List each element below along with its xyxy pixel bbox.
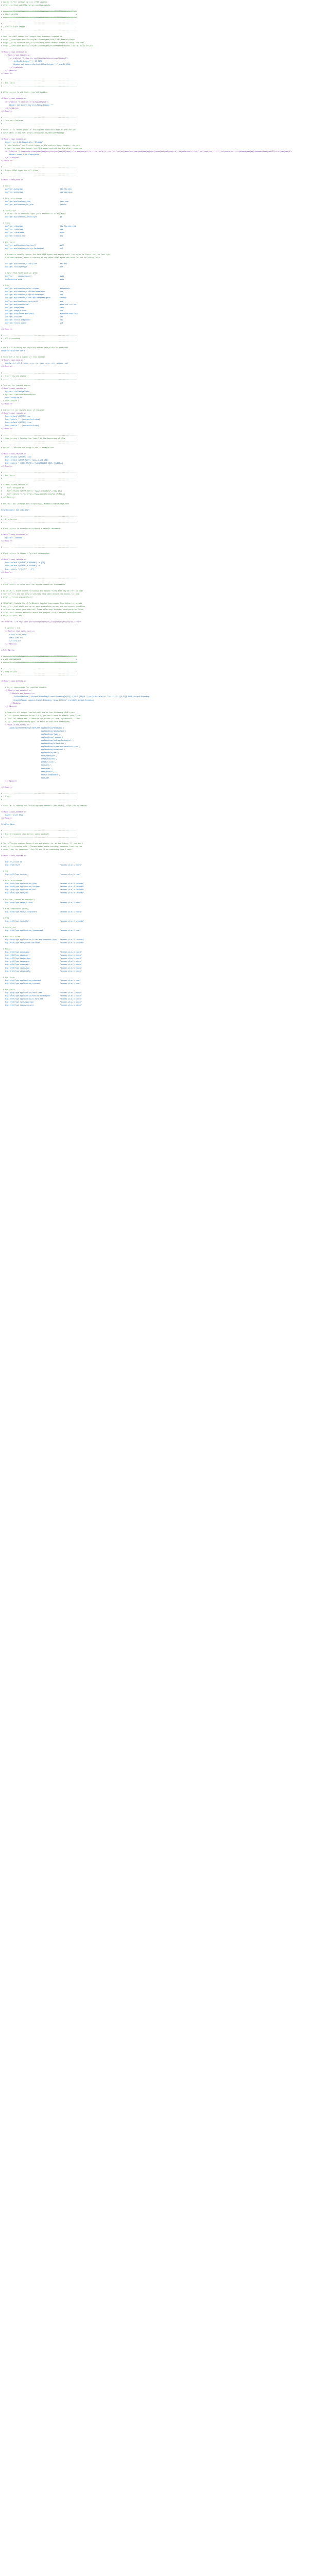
rule-line: # ---------------------------------------------------------------------- [1, 172, 77, 175]
directive-line: AddType application/x-web-app-manifest+json webapp [1, 297, 66, 299]
directive-line: application/x-web-app-manifest+json \ [1, 745, 80, 748]
tag-line: <IfModule mod_headers.c> [1, 692, 35, 695]
comment-line: # Block access to hidden files and directories. [1, 552, 50, 555]
comment-line: # want to send this header for HTML pages and not for the other resources [1, 147, 82, 150]
directive-line: RewriteCond %{HTTPS} !=on [1, 421, 32, 424]
comment-line: # Data interchange [1, 197, 22, 199]
directive-line: ExpiresByType application/vnd.ms-fontobject "access plus 1 month" [1, 994, 82, 997]
directive-line: AddType text/vtt vtt [1, 315, 63, 318]
tag-line: <FilesMatch "\.(appcache|atom|bbaw|bmp|crx|css|cur|eot|f4[abpv]|flv|geojson|gif|htc|ico|jpe?g|js|json(ld)?|m4[av]|manifest|map|mp4|oex|og[agv]|opus|otf|pdf|png|rdf|rss|safariextz|svgz?|swf|topojson|tt[cf]|txt|vcard|vcf|vtt|webapp|web[mp]|webmanifest|woff2?|xloc|xml|xpi)$"> [1, 150, 293, 153]
tag-line: </IfModule> [1, 428, 13, 430]
directive-line: AddDefaultCharset utf-8 [1, 350, 25, 352]
comment-line: # RewriteCond %{HTTP_HOST} ^(www\.)?example\.com$ [NC] [1, 490, 62, 493]
comment-line: # Force compression for mangled headers. [1, 686, 47, 689]
tag-line: <IfModule mod_rewrite.c> [1, 452, 26, 455]
directive-line: AddType application/x-chrome-extension crx [1, 291, 63, 293]
directive-line: AddType image/svg+xml svgz [1, 275, 64, 278]
directive-line: AddType video/ogg ogv [1, 228, 63, 231]
rule-line: # ---------------------------------------------------------------------- [1, 674, 77, 676]
comment-line: # https://developer.mozilla.org/en-US/docs/Web/HTML/CORS_enabled_image [1, 38, 75, 41]
comment-line: # Normalize to standard type (it's sniffed in IE anyways): [1, 213, 66, 215]
directive-line: text/css \ [1, 764, 52, 767]
directive-line: ExpiresByType text/x-component "access plus 1 month" [1, 910, 82, 913]
rule-line: # ---------------------------------------------------------------------- [1, 23, 77, 25]
directive-line: AddOutputFilterByType DEFLATE application/atom+xml \ [1, 726, 64, 729]
comment-line: # HTML components (HTCs) [1, 907, 29, 910]
tag-line: <IfModule mod_headers.c> [1, 811, 26, 814]
comment-line: # Block access to directories without a default document. [1, 527, 61, 530]
comment-line: # JavaScript [1, 210, 16, 212]
rule-line: # | Internet Explorer | [1, 119, 77, 122]
directive-line: AddType audio/ogg oga ogg opus [1, 191, 73, 193]
comment-line: # By default, block access to backup and source files that may be left by some [1, 589, 83, 592]
directive-line: font/opentype \ [1, 755, 57, 757]
rule-line: # ---------------------------------------------------------------------- [1, 85, 77, 88]
tag-line: </FilesMatch> [1, 157, 19, 159]
directive-line: ExpiresByType application/x-web-app-manifest+json "access plus 0 seconds" [1, 939, 84, 941]
comment-line: # Data interchange [1, 879, 22, 882]
directive-line: RewriteRule ^ - [env=proto:http] [1, 425, 39, 427]
directive-line: Header unset X-UA-Compatible [1, 154, 39, 156]
rule-line: # | UTF-8 encoding | [1, 337, 77, 340]
rule-line: # ---------------------------------------------------------------------- [1, 521, 77, 523]
directive-line: application/json \ [1, 733, 60, 736]
comment-line: # (for Apache versions below 2.3.7, you don't need to enable `mod_filter` [1, 714, 82, 717]
comment-line: # The following expires headers are set pretty far in the future. If you don't [1, 842, 83, 844]
tag-line: </IfModule> [1, 702, 21, 704]
directive-line: AddType video/x-flv flv [1, 234, 63, 237]
rule-line: # | File access | [1, 518, 77, 520]
directive-line: AddType application/x-opera-extension oex [1, 294, 63, 296]
tag-line: </IfModule> [1, 403, 13, 405]
comment-line: # `mod_headers` can't match based on the content-type, however, we only [1, 144, 80, 147]
directive-line: ExpiresByType application/atom+xml "access plus 1 hour" [1, 979, 81, 981]
directive-line: FileETag None [1, 823, 15, 826]
tag-line: </IfModule> [1, 817, 13, 820]
comment-line: # RewriteRule ^(.*)$ https://www.example.com/$1 [R=301,L] [1, 493, 65, 496]
directive-line: ExpiresByType application/xml "access plus 0 seconds" [1, 889, 84, 891]
directive-line: application/vnd.ms-fontobject \ [1, 739, 74, 742]
directive-line: Options -Indexes [1, 537, 22, 539]
tag-line: </IfModule> [1, 786, 13, 788]
rule-line: # ---------------------------------------------------------------------- [1, 515, 77, 517]
tag-line: </FilesMatch> [1, 649, 15, 651]
rule-line: # # CROSS-ORIGIN # [1, 13, 77, 16]
directive-line: ExpiresByType application/rss+xml "access plus 1 hour" [1, 982, 81, 985]
comment-line: # and can remove the `<IfModule mod_filter.c>` and `</IfModule>` lines [1, 717, 80, 720]
rule-line: # ---------------------------------------------------------------------- [1, 166, 77, 168]
directive-line: Options +FollowSymlinks [1, 390, 30, 393]
tag-line: </IfModule> [1, 571, 13, 573]
tag-line: </IfModule> [1, 70, 17, 72]
directive-line: ExpiresByType text/css "access plus 1 year" [1, 873, 81, 876]
directive-line: AddType text/cache-manifest appcache manifest [1, 312, 78, 315]
directive-line: application/xhtml+xml \ [1, 749, 65, 751]
comment-line: # Turn on the rewrite engine [1, 384, 31, 386]
comment-line: # Options +SymLinksIfOwnerMatch [1, 393, 36, 396]
directive-line: image/x-icon \ [1, 761, 56, 764]
comment-line: # Send the CORS header for images when browsers request it. [1, 35, 63, 38]
comment-line: # https://feross.org/cmsploit/ [1, 596, 33, 598]
directive-line: application/javascript \ [1, 730, 66, 732]
directive-line: ErrorDocument 404 /404.html [1, 509, 30, 511]
directive-line: AddType application/font-woff woff [1, 244, 64, 246]
rule-line: # | Suppressing / Forcing the "www." at the beginning of URLs | [1, 437, 77, 439]
directive-line: ExpiresByType application/x-font-ttf "access plus 1 month" [1, 998, 82, 1000]
comment-line: # Option 1: rewrite www.example.com -> example.com [1, 446, 54, 449]
rule-line: # ---------------------------------------------------------------------- [1, 471, 77, 474]
comment-line: # Use UTF-8 encoding for anything served text/plain or text/html [1, 347, 68, 349]
rule-line: # ---------------------------------------------------------------------- [1, 334, 77, 337]
rule-line: # ---------------------------------------------------------------------- [1, 829, 77, 832]
directive-line: AddType application/javascript js [1, 216, 62, 218]
comment-line: # cases when it may not: https://hsivonen.fi/doctype/#ieedge [1, 131, 64, 134]
tag-line: <IfModule mod_setenvif.c> [1, 50, 28, 53]
tag-line: <IfModule mod_headers.c> [1, 97, 26, 100]
rule-line: # | Redirects | [1, 474, 77, 477]
directive-line: Header set X-UA-Compatible "IE=edge" [1, 141, 43, 144]
directive-line: Satisfy All [1, 639, 21, 642]
directive-line: ExpiresByType image/svg+xml "access plus 1 month" [1, 1004, 82, 1007]
directive-line: AddType image/webp webp [1, 306, 64, 309]
comment-line: # https://developer.mozilla.org/en-US/docs/Web/HTTP/Headers/Access-Control-Allow-Origin [1, 44, 93, 47]
comment-line: # Force IE to render pages in the highest available mode in the various [1, 128, 76, 131]
tag-line: <IfModule mod_filter.c> [1, 723, 30, 726]
rule-line: # ---------------------------------------------------------------------- [1, 836, 77, 838]
directive-line: ExpiresByType font/opentype "access plus 1 month" [1, 1001, 82, 1004]
rule-line: # ---------------------------------------------------------------------- [1, 799, 77, 801]
comment-line: # control versioning with filename-based cache busting, consider lowering the [1, 845, 82, 848]
directive-line: ExpiresByType video/mp4 "access plus 1 month" [1, 963, 82, 966]
rule-line: # | ETags | [1, 795, 77, 798]
directive-line: application/rss+xml \ [1, 736, 63, 739]
directive-line: AddType video/mp4 f4v f4p m4v mp4 [1, 225, 76, 228]
tag-line: <IfModule mod_rewrite.c> [1, 387, 26, 389]
comment-line: # text editors and can pose a security risk when anyone has access to them. [1, 592, 80, 595]
comment-line: # Allow access to web fonts from all domains. [1, 91, 48, 94]
comment-line: # IMPORTANT: Update the <FilesMatch> regular expression from below to include [1, 602, 82, 605]
rule-line: # | Compression | [1, 671, 77, 673]
tag-line: <IfModule mod_setenvif.c> [1, 689, 32, 692]
directive-line: AddType application/vnd.ms-fontobject eot [1, 247, 63, 249]
tag-line: <IfModule mod_headers.c> [1, 138, 26, 141]
directive-line: Order allow,deny [1, 633, 26, 636]
tag-line: </IfModule> [1, 365, 13, 368]
comment-line: # https://blog.chromium.org/2011/07/using-cross-domain-images-in-webgl-and.html [1, 41, 84, 44]
comment-line: # <IfModule mod_rewrite.c> [1, 484, 29, 486]
tag-line: </IfModule> [1, 779, 17, 782]
directive-line: AddEncoding gzip svgz [1, 278, 64, 281]
rule-line: # ---------------------------------------------------------------------- [1, 792, 77, 794]
tag-line: </IfModule> [1, 465, 13, 467]
comment-line: # information about your website. These files may include: configuration files, [1, 608, 84, 611]
comment-line: # Browsers usually ignore the font MIME types and simply sniff the bytes to figure out the font type. [1, 253, 112, 256]
rule-line: # | Start rewrite engine | [1, 375, 77, 377]
rule-line: # ###################################################################### [1, 661, 77, 664]
directive-line: RewriteCond %{SCRIPT_FILENAME} -d [OR] [1, 562, 45, 564]
comment-line: # Favicon (cannot be renamed!) [1, 898, 35, 901]
comment-line: # build scripts, etc.. [1, 615, 24, 617]
comment-line: # Media [1, 948, 11, 951]
directive-line: AddType audio/mp4 f4a f4b m4a [1, 188, 72, 190]
directive-line: text/plain \ [1, 770, 54, 773]
rule-line: # | Web fonts | [1, 82, 77, 84]
rule-line: # ---------------------------------------------------------------------- [1, 440, 77, 443]
tag-line: </IfModule> [1, 705, 17, 707]
comment-line: # Apache Server Configs v2.3.0 | MIT License [1, 1, 47, 3]
directive-line: AddType video/webm webm [1, 231, 64, 234]
directive-line: AddType application/x-xpinstall xpi [1, 300, 63, 302]
directive-line: AddType text/x-component htc [1, 318, 63, 321]
directive-line: ExpiresByType application/json "access plus 0 seconds" [1, 883, 84, 885]
comment-line: # Redirect 301 /oldpage.html https://www.example.com/newpage.html [1, 502, 70, 505]
directive-line: text/html \ [1, 767, 53, 770]
tag-line: <IfModule mod_autoindex.c> [1, 534, 29, 536]
comment-line: # https://github.com/h5bp/server-configs-apache [1, 4, 50, 7]
directive-line: ExpiresByType video/ogg "access plus 1 month" [1, 967, 82, 969]
tag-line: <FilesMatch "(^#.*#|\.(bak|conf|dist|fla|in[ci]|log|psd|sh|sql|sw[op])|~)$"> [1, 621, 81, 623]
directive-line: RewriteCond %{HTTPS} !=on [1, 455, 32, 458]
comment-line: # RewriteEngine On [1, 487, 24, 489]
tag-line: <IfModule mod_headers.c> [1, 54, 31, 56]
directive-line: ExpiresByType application/ld+json "access plus 0 seconds" [1, 886, 84, 888]
tag-line: <IfModule mod_mime.c> [1, 359, 23, 362]
rule-line: # ---------------------------------------------------------------------- [1, 668, 77, 670]
directive-line: ExpiresActive on [1, 860, 22, 863]
directive-line: RewriteEngine On [1, 396, 22, 399]
directive-line: ExpiresByType application/javascript "access plus 1 year" [1, 929, 81, 931]
directive-line: ExpiresDefault "access plus 1 month" [1, 863, 82, 866]
comment-line: # Chrome however, shows a warning if any other MIME types are used for the following fonts. [1, 256, 101, 259]
rule-line: # ---------------------------------------------------------------------- [1, 478, 77, 480]
directive-line: AddType application/json json map [1, 200, 68, 202]
directive-line: RewriteCond %{HTTPS} =on [1, 415, 31, 418]
rule-line: # ---------------------------------------------------------------------- [1, 434, 77, 436]
comment-line: # Web fonts [1, 241, 15, 243]
rule-line: # | Proper MIME types for all files | [1, 169, 77, 172]
rule-line: # ---------------------------------------------------------------------- [1, 122, 77, 125]
tag-line: <IfModule !mod_authz_core.c> [1, 630, 35, 633]
directive-line: ExpiresByType image/jpeg "access plus 1 month" [1, 957, 82, 960]
directive-line: SetEnvIf Origin ":" IS_CORS [1, 60, 42, 62]
tag-line: <FilesMatch "\.(eot|otf|tt[cf]|woff2?)$"> [1, 100, 48, 103]
directive-line: application/x-font-ttf \ [1, 742, 66, 745]
rule-line: # ---------------------------------------------------------------------- [1, 116, 77, 118]
comment-line: # Audio [1, 184, 11, 187]
comment-line: # Force UTF-8 for a number of file formats [1, 356, 45, 359]
comment-line: # JavaScript [1, 926, 16, 928]
directive-line: RewriteCond %{HTTP_HOST} ^www\.(.+)$ [NC] [1, 459, 48, 461]
directive-line: AddType application/ld+json jsonld [1, 204, 66, 206]
rule-line: # | Cross-origin images | [1, 26, 77, 28]
comment-line: # Apache < 2.3 [1, 627, 20, 630]
directive-line: RewriteRule "(^|/)\." - [F] [1, 568, 34, 570]
comment-line: # Compress all output labeled with one of the following MIME-types [1, 711, 75, 714]
directive-line: Header set Access-Control-Allow-Origin "*" env=IS_CORS [1, 63, 71, 65]
comment-line: # CSS [1, 870, 9, 873]
tag-line: <FilesMatch "\.(bmp|cur|gif|ico|jpe?g|png|svgz?|webp)$"> [1, 57, 68, 59]
tag-line: <IfModule mod_mime.c> [1, 178, 23, 181]
comment-line: # Web fonts [1, 988, 15, 991]
directive-line: Header unset ETag [1, 814, 23, 817]
rule-line: # ###################################################################### [1, 16, 77, 19]
directive-line: ExpiresByType image/png "access plus 1 month" [1, 960, 82, 963]
tag-line: <IfModule mod_rewrite.c> [1, 558, 26, 561]
directive-line: AddType application/octet-stream safariextz [1, 287, 71, 290]
comment-line: # as `AddOutputFilterByType` is still in the core directives). [1, 720, 72, 723]
directive-line: SetEnvIfNoCase ^(Accept-EncodXng|X-cept-Encoding|X{15}|~{15}|-{15})$ ^((gzip|deflate)\s*,?\s*)+|[X~-]{4,13}$ HAVE_Accept-Encoding [1, 696, 149, 698]
rule-line: # ###################################################################### [1, 655, 77, 657]
comment-line: # HTML [1, 917, 10, 919]
directive-line: AddType text/x-vcard vcf [1, 321, 63, 324]
directive-line: ExpiresByType video/webm "access plus 1 month" [1, 970, 82, 972]
comment-line: # </IfModule> [1, 496, 15, 499]
directive-line: AddType image/x-icon cur [1, 309, 63, 312]
directive-line: AddType application/xml atom rdf rss xml [1, 303, 77, 306]
tag-line: <IfModule mod_expires.c> [1, 854, 26, 857]
comment-line: # Since we're sending far-future expires headers (see below), ETags can be removed [1, 805, 88, 807]
directive-line: Deny from all [1, 636, 23, 639]
tag-line: <IfModule mod_rewrite.c> [1, 412, 26, 415]
directive-line: Header set Access-Control-Allow-Origin "*" [1, 104, 54, 106]
directive-line: ExpiresByType audio/ogg "access plus 1 month" [1, 951, 82, 954]
comment-line: # files that contain metadata about the project (e.g.: project dependencies), [1, 612, 82, 614]
directive-line: AddType application/x-font-ttf ttc ttf [1, 262, 67, 265]
comment-line: # Other [1, 284, 11, 287]
comment-line: # Make SVGZ fonts work on iPad: [1, 272, 38, 275]
directive-line: AddCharset utf-8 .atom .css .js .json .rss .vtt .webapp .xml [1, 362, 68, 365]
directive-line: text/x-component \ [1, 773, 60, 776]
rule-line: # ###################################################################### [1, 10, 77, 13]
rule-line: # | Expires headers (for better cache control) | [1, 833, 77, 835]
comment-line: # RewriteBase / [1, 400, 19, 402]
directive-line: application/xml \ [1, 752, 59, 754]
comment-line: # Web feeds [1, 976, 15, 978]
directive-line: ExpiresByType application/font-woff "access plus 1 month" [1, 991, 82, 994]
comment-line: # Block access to files that can expose sensitive information. [1, 583, 66, 586]
comment-line: # cache time for resources like CSS and JS to something like 1 week. [1, 848, 73, 851]
comment-line: # Manifest files [1, 936, 20, 938]
directive-line: RewriteRule ^ - [env=proto:https] [1, 418, 40, 421]
directive-line: ExpiresByType image/gif "access plus 1 month" [1, 954, 82, 957]
tag-line: </IfModule> [1, 540, 13, 543]
rule-line: # ---------------------------------------------------------------------- [1, 577, 77, 580]
tag-line: </FilesMatch> [1, 66, 23, 69]
directive-line: RewriteCond %{SCRIPT_FILENAME} -f [1, 565, 40, 567]
tag-line: </FilesMatch> [1, 107, 19, 109]
rule-line: # # WEB PERFORMANCE # [1, 658, 77, 660]
directive-line: ExpiresByType image/x-icon "access plus 1 week" [1, 901, 81, 904]
rule-line: # ---------------------------------------------------------------------- [1, 371, 77, 374]
rule-line: # ---------------------------------------------------------------------- [1, 341, 77, 343]
tag-line: <IfModule mod_deflate.c> [1, 680, 26, 683]
comment-line: # any files that might end up on your production server and can expose sensitive [1, 605, 85, 608]
tag-line: </IfModule> [1, 328, 13, 330]
directive-line: text/xml [1, 776, 49, 779]
tag-line: </IfModule> [1, 110, 13, 112]
tag-line: </IfModule> [1, 160, 13, 162]
comment-line: # Explicitly set rewrite base if required [1, 409, 44, 412]
directive-line: AddType font/opentype otf [1, 265, 63, 268]
comment-line: # Video [1, 222, 11, 225]
tag-line: </IfModule> [1, 642, 17, 645]
directive-line: RewriteRule ^ %{ENV:PROTO}://%1%{REQUEST_URI} [R=301,L] [1, 462, 63, 464]
tag-line: </IfModule> [1, 73, 13, 75]
directive-line: RequestHeader append Accept-Encoding "gzip,deflate" env=HAVE_Accept-Encoding [1, 699, 94, 701]
rule-line: # ---------------------------------------------------------------------- [1, 29, 77, 31]
rule-line: # ---------------------------------------------------------------------- [1, 546, 77, 549]
rule-line: # ---------------------------------------------------------------------- [1, 378, 77, 380]
directive-line: ExpiresByType text/html "access plus 0 seconds" [1, 920, 84, 922]
directive-line: image/svg+xml \ [1, 758, 57, 760]
rule-line: # ---------------------------------------------------------------------- [1, 79, 77, 81]
directive-line: ExpiresByType text/xml "access plus 0 seconds" [1, 892, 84, 894]
directive-line: ExpiresByType text/cache-manifest "access plus 0 seconds" [1, 942, 84, 944]
config-file-document [0, 0, 309, 1007]
